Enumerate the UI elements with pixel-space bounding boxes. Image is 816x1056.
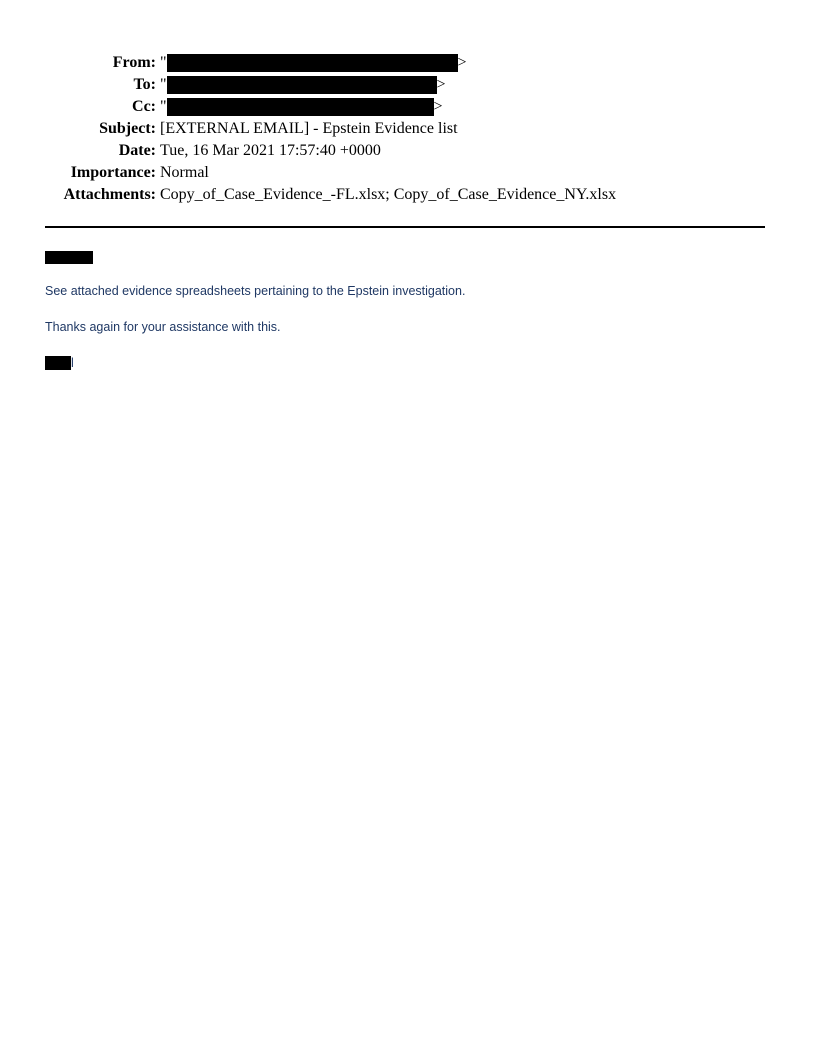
- signature-redaction: [45, 356, 71, 370]
- from-row: [40, 52, 780, 74]
- subject-value: [EXTERNAL EMAIL] - Epstein Evidence list: [160, 120, 458, 137]
- greeting-redaction: [45, 251, 93, 264]
- date-row: [40, 140, 780, 162]
- importance-row: [40, 162, 780, 184]
- date-label: Date:: [118, 142, 156, 159]
- body-line-2: Thanks again for your assistance with this.: [45, 320, 281, 334]
- from-quote: ": [160, 54, 167, 71]
- to-value: [160, 74, 446, 96]
- email-header: [40, 52, 780, 206]
- body-line-1: See attached evidence spreadsheets pertaining to the Epstein investigation.: [45, 284, 466, 298]
- cc-redaction: [167, 98, 434, 116]
- from-suffix: >: [457, 54, 467, 71]
- cc-quote: ": [160, 98, 167, 115]
- importance-label: Importance:: [70, 164, 156, 181]
- to-quote: ": [160, 76, 167, 93]
- to-suffix: >: [436, 76, 446, 93]
- subject-row: [40, 118, 780, 140]
- from-redaction: [167, 54, 458, 72]
- to-label: To:: [133, 76, 156, 93]
- signature-suffix: l: [71, 356, 74, 370]
- importance-value: Normal: [160, 164, 209, 181]
- cc-value: [160, 96, 443, 118]
- to-row: [40, 74, 780, 96]
- date-value: Tue, 16 Mar 2021 17:57:40 +0000: [160, 142, 381, 159]
- to-redaction: [167, 76, 437, 94]
- cc-row: [40, 96, 780, 118]
- cc-label: Cc:: [132, 98, 156, 115]
- attachments-value: Copy_of_Case_Evidence_-FL.xlsx; Copy_of_Case_Evidence_NY.xlsx: [160, 186, 617, 203]
- attachments-row: [40, 184, 780, 206]
- signature-line: [45, 356, 74, 370]
- from-value: [160, 52, 467, 74]
- subject-label: Subject:: [99, 120, 156, 137]
- cc-suffix: >: [433, 98, 443, 115]
- from-label: From:: [112, 54, 156, 71]
- header-divider: [45, 226, 765, 228]
- attachments-label: Attachments:: [63, 186, 156, 203]
